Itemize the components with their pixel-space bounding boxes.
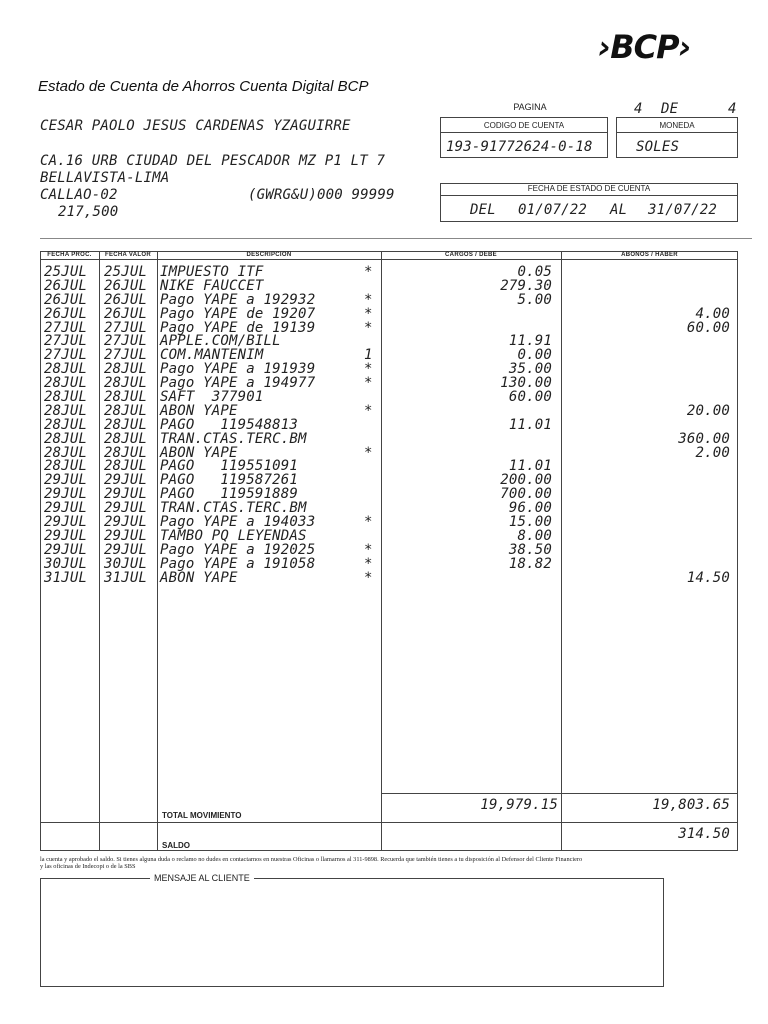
account-code-value: 193-91772624-0-18: [446, 139, 593, 155]
currency-value: SOLES: [636, 139, 680, 155]
txn-mark-cell: *: [364, 514, 373, 531]
saldo-value: 314.50: [678, 826, 730, 842]
txn-valor-cell: 27JUL: [104, 347, 148, 364]
txn-abono-cell: [570, 266, 730, 280]
txn-valor-cell: 29JUL: [104, 527, 148, 544]
txn-cargo-cell: [400, 572, 552, 586]
txn-valor-cell: 28JUL: [104, 458, 148, 475]
txn-abono-cell: 60.00: [686, 319, 730, 336]
col-divider-3: [381, 251, 382, 851]
col-divider-2: [157, 251, 158, 851]
txn-mark-cell: *: [364, 305, 373, 322]
txn-abono-cell: [570, 544, 730, 558]
txn-cargo-cell: 700.00: [500, 486, 552, 503]
txn-valor-cell: 28JUL: [104, 389, 148, 406]
txn-mark-cell: *: [364, 555, 373, 572]
txn-cargo-cell: 0.05: [517, 264, 552, 280]
txn-desc-cell: Pago YAPE a 191058: [160, 555, 316, 572]
period-label: FECHA DE ESTADO DE CUENTA: [527, 184, 651, 193]
totals-top-rule: [381, 793, 738, 794]
txn-valor-cell: 28JUL: [104, 402, 148, 419]
txn-valor-cell: 29JUL: [104, 541, 148, 558]
header-separator: [40, 238, 752, 239]
txn-proc-cell: 27JUL: [44, 319, 88, 336]
page-label: PAGINA: [513, 102, 547, 112]
customer-name: CESAR PAOLO JESUS CARDENAS YZAGUIRRE: [40, 118, 351, 134]
txn-cargo-cell: 60.00: [508, 389, 552, 406]
txn-desc-cell: Pago YAPE a 192025: [160, 541, 316, 558]
txn-proc-cell: 29JUL: [44, 541, 88, 558]
txn-cargo-cell: 279.30: [500, 277, 552, 294]
footer-note-line1: la cuenta y aprobado el saldo. Si tienes alguna duda o reclamo no dudes en contactarnos en nuestras Oficinas o llamarnos al 311-9898. Recuerda que también tienes a tu disposición al Defensor del Cliente Financiero: [40, 856, 583, 863]
txn-mark-cell: *: [364, 444, 373, 461]
txn-mark-cell: *: [364, 375, 373, 392]
col-header-abonos: ABONOS / HABER: [621, 252, 678, 258]
txn-proc-cell: 28JUL: [44, 430, 88, 447]
footer-note-line2: y las oficinas de Indecopi o de la SBS: [40, 863, 136, 870]
txn-abono-cell: 2.00: [695, 444, 730, 461]
txn-mark-cell: *: [364, 541, 373, 558]
txn-cargo-cell: 35.00: [508, 361, 552, 378]
txn-mark-cell: 1: [364, 347, 373, 364]
txn-cargo-cell: 96.00: [508, 500, 552, 517]
txn-proc-cell: 27JUL: [44, 333, 88, 350]
page-current: 4: [634, 101, 643, 117]
txn-proc-cell: 29JUL: [44, 514, 88, 531]
txn-desc-cell: SAFT 377901: [160, 389, 264, 406]
column-mark: [364, 266, 373, 585]
period-from: 01/07/22: [518, 202, 588, 218]
txn-cargo-cell: 130.00: [500, 375, 552, 392]
mensaje-label: MENSAJE AL CLIENTE: [150, 873, 254, 883]
txn-proc-cell: 25JUL: [44, 264, 88, 280]
txn-desc-cell: Pago YAPE a 192932: [160, 291, 316, 308]
txn-abono-cell: 4.00: [695, 305, 730, 322]
txn-desc-cell: COM.MANTENIM: [160, 347, 264, 364]
bcp-logo: ›BCP›: [598, 28, 691, 66]
txn-abono-cell: [570, 335, 730, 349]
table-header-divider: [40, 259, 738, 260]
account-code-divider: [440, 132, 608, 133]
txn-desc-cell: PAGO 119548813: [160, 416, 299, 433]
period-to: 31/07/22: [648, 202, 718, 218]
txn-cargo-cell: 18.82: [508, 555, 552, 572]
customer-address-line3a: CALLAO-02: [40, 187, 118, 203]
txn-desc-cell: APPLE.COM/BILL: [160, 333, 281, 350]
col-header-fecha-proc: FECHA PROC.: [47, 252, 92, 258]
saldo-top-rule: [40, 822, 738, 823]
txn-proc-cell: 28JUL: [44, 444, 88, 461]
txn-desc-cell: PAGO 119587261: [160, 472, 299, 489]
txn-valor-cell: 29JUL: [104, 514, 148, 531]
txn-proc-cell: 28JUL: [44, 458, 88, 475]
txn-proc-cell: 31JUL: [44, 569, 88, 586]
txn-proc-cell: 26JUL: [44, 291, 88, 308]
txn-valor-cell: 27JUL: [104, 319, 148, 336]
txn-cargo-cell: 8.00: [517, 527, 552, 544]
txn-desc-cell: Pago YAPE a 191939: [160, 361, 316, 378]
txn-valor-cell: 28JUL: [104, 375, 148, 392]
txn-cargo-cell: 15.00: [508, 514, 552, 531]
txn-valor-cell: 26JUL: [104, 277, 148, 294]
txn-desc-cell: IMPUESTO ITF: [160, 264, 264, 280]
total-movimiento-label: TOTAL MOVIMIENTO: [162, 811, 242, 820]
txn-valor-cell: 28JUL: [104, 430, 148, 447]
col-header-descripcion: DESCRIPCION: [246, 252, 292, 258]
txn-valor-cell: 31JUL: [104, 569, 148, 586]
txn-proc-cell: 28JUL: [44, 416, 88, 433]
txn-abono-cell: 360.00: [678, 430, 730, 447]
txn-desc-cell: NIKE FAUCCET: [160, 277, 264, 294]
txn-cargo-cell: 11.01: [508, 458, 552, 475]
txn-abono-cell: [570, 516, 730, 530]
txn-desc-cell: PAGO 119551091: [160, 458, 299, 475]
txn-desc-cell: TRAN.CTAS.TERC.BM: [160, 500, 307, 517]
txn-mark-cell: [364, 419, 373, 433]
txn-desc-cell: PAGO 119591889: [160, 486, 299, 503]
txn-valor-cell: 26JUL: [104, 305, 148, 322]
txn-proc-cell: 27JUL: [44, 347, 88, 364]
txn-proc-cell: 29JUL: [44, 500, 88, 517]
txn-abono-cell: [570, 530, 730, 544]
currency-label: MONEDA: [659, 121, 695, 130]
txn-proc-cell: 29JUL: [44, 472, 88, 489]
txn-proc-cell: 28JUL: [44, 375, 88, 392]
page-de: DE: [661, 101, 679, 117]
txn-abono-cell: [570, 280, 730, 294]
txn-mark-cell: [364, 474, 373, 488]
txn-valor-cell: 27JUL: [104, 333, 148, 350]
column-abonos: [570, 266, 730, 585]
col-header-cargos: CARGOS / DEBE: [445, 252, 497, 258]
txn-abono-cell: [570, 377, 730, 391]
txn-valor-cell: 29JUL: [104, 472, 148, 489]
total-cargos-value: 19,979.15: [480, 797, 558, 813]
column-fecha-proc: [44, 266, 87, 585]
txn-cargo-cell: 0.00: [517, 347, 552, 364]
txn-valor-cell: 29JUL: [104, 486, 148, 503]
txn-cargo-cell: 200.00: [500, 472, 552, 489]
customer-address-line4: 217,500: [58, 204, 119, 220]
txn-proc-cell: 29JUL: [44, 527, 88, 544]
txn-abono-cell: [570, 460, 730, 474]
txn-cargo-cell: 11.91: [508, 333, 552, 350]
txn-proc-cell: 28JUL: [44, 402, 88, 419]
col-divider-4: [561, 251, 562, 851]
txn-cargo-cell: 5.00: [517, 291, 552, 308]
mensaje-box: [40, 878, 664, 987]
saldo-label: SALDO: [162, 841, 190, 850]
period-del: DEL: [470, 202, 496, 218]
txn-proc-cell: 28JUL: [44, 389, 88, 406]
txn-mark-cell: *: [364, 319, 373, 336]
txn-valor-cell: 26JUL: [104, 291, 148, 308]
txn-mark-cell: *: [364, 569, 373, 586]
txn-proc-cell: 26JUL: [44, 277, 88, 294]
txn-abono-cell: [570, 474, 730, 488]
period-divider: [440, 195, 738, 196]
customer-address-line3b: (GWRG&U)000 99999: [248, 187, 395, 203]
page-total: 4: [728, 101, 737, 117]
txn-valor-cell: 29JUL: [104, 500, 148, 517]
txn-proc-cell: 26JUL: [44, 305, 88, 322]
txn-abono-cell: [570, 363, 730, 377]
txn-mark-cell: *: [364, 402, 373, 419]
txn-valor-cell: 25JUL: [104, 264, 148, 280]
column-cargos: [400, 266, 552, 585]
col-header-fecha-valor: FECHA VALOR: [105, 252, 151, 258]
txn-valor-cell: 30JUL: [104, 555, 148, 572]
txn-mark-cell: *: [364, 264, 373, 280]
txn-abono-cell: 20.00: [686, 402, 730, 419]
txn-desc-cell: Pago YAPE de 19139: [160, 319, 316, 336]
txn-cargo-cell: [400, 308, 552, 322]
txn-abono-cell: 14.50: [686, 569, 730, 586]
txn-valor-cell: 28JUL: [104, 416, 148, 433]
txn-mark-cell: [364, 488, 373, 502]
account-code-label: CODIGO DE CUENTA: [483, 121, 565, 130]
txn-cargo-cell: 38.50: [508, 541, 552, 558]
txn-proc-cell: 29JUL: [44, 486, 88, 503]
column-fecha-valor: [104, 266, 147, 585]
txn-desc-cell: TAMBO PQ LEYENDAS: [160, 527, 307, 544]
txn-desc-cell: ABON YAPE: [160, 402, 238, 419]
txn-valor-cell: 28JUL: [104, 361, 148, 378]
txn-valor-cell: 28JUL: [104, 444, 148, 461]
txn-mark-cell: *: [364, 361, 373, 378]
currency-divider: [616, 132, 738, 133]
period-al: AL: [610, 202, 628, 218]
txn-desc-cell: Pago YAPE a 194033: [160, 514, 316, 531]
column-descripcion: [160, 266, 315, 585]
txn-abono-cell: [570, 488, 730, 502]
txn-abono-cell: [570, 502, 730, 516]
document-title: Estado de Cuenta de Ahorros Cuenta Digital BCP: [38, 78, 369, 95]
txn-desc-cell: TRAN.CTAS.TERC.BM: [160, 430, 307, 447]
txn-desc-cell: ABON YAPE: [160, 444, 238, 461]
txn-cargo-cell: [400, 433, 552, 447]
txn-desc-cell: Pago YAPE de 19207: [160, 305, 316, 322]
txn-mark-cell: *: [364, 291, 373, 308]
txn-mark-cell: [364, 460, 373, 474]
txn-abono-cell: [570, 349, 730, 363]
col-divider-1: [99, 251, 100, 851]
txn-cargo-cell: 11.01: [508, 416, 552, 433]
total-abonos-value: 19,803.65: [652, 797, 730, 813]
txn-proc-cell: 28JUL: [44, 361, 88, 378]
customer-address-line1: CA.16 URB CIUDAD DEL PESCADOR MZ P1 LT 7: [40, 153, 386, 169]
txn-desc-cell: Pago YAPE a 194977: [160, 375, 316, 392]
customer-address-line2: BELLAVISTA-LIMA: [40, 170, 170, 186]
txn-proc-cell: 30JUL: [44, 555, 88, 572]
txn-desc-cell: ABON YAPE: [160, 569, 238, 586]
